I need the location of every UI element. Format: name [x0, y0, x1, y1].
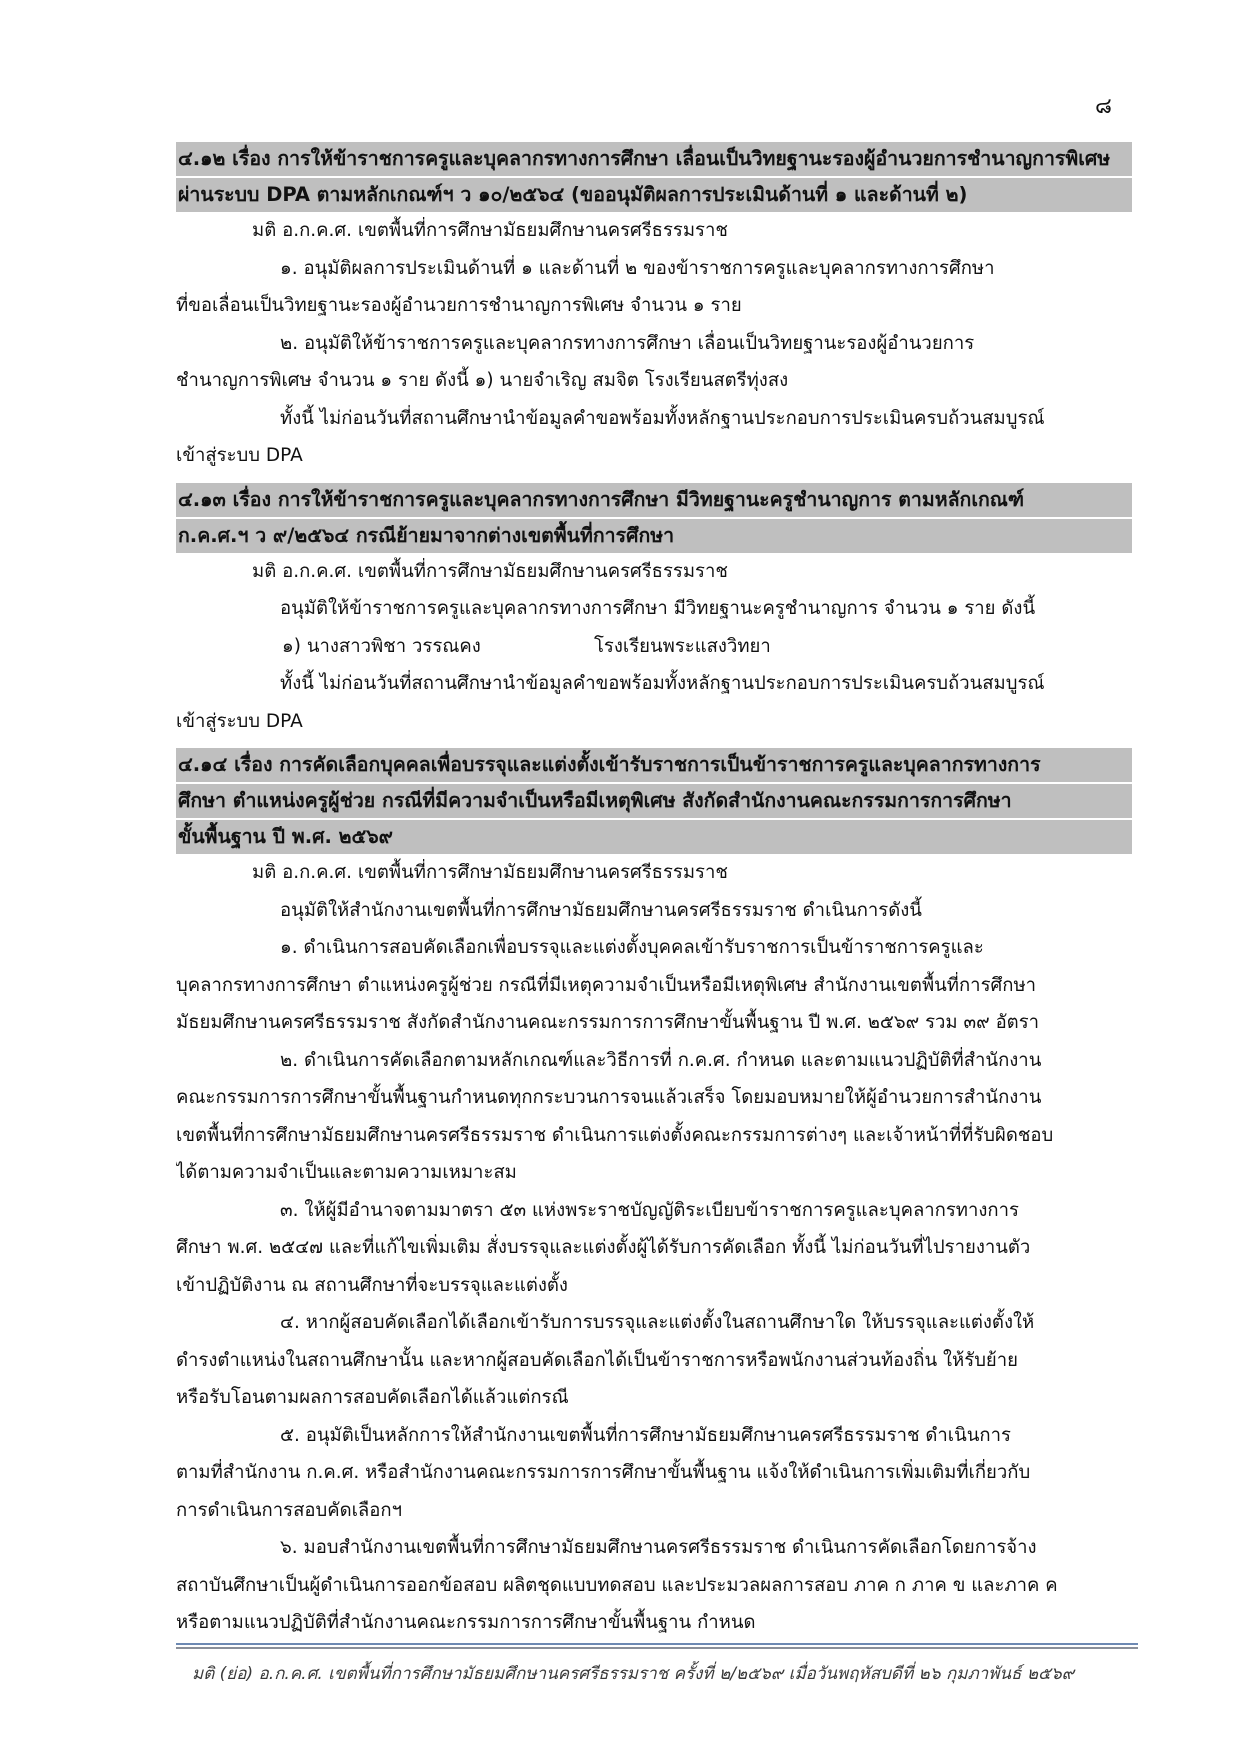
page-number: ๘ [1095, 94, 1112, 119]
section-title-line: ผ่านระบบ DPA ตามหลักเกณฑ์ฯ ว ๑๐/๒๕๖๔ (ขออนุมัติผลการประเมินด้านที่ ๑ และด้านที่ ๒) [178, 183, 968, 206]
section-title-line: ๔.๑๓ เรื่อง การให้ข้าราชการครูและบุคลากรทางการศึกษา มีวิทยฐานะครูชำนาญการ ตามหลักเกณฑ์ [176, 483, 1132, 519]
resolution-line: เข้าปฏิบัติงาน ณ สถานศึกษาที่จะบรรจุและแต่งตั้ง [176, 1274, 568, 1296]
resolution-line: ที่ขอเลื่อนเป็นวิทยฐานะรองผู้อำนวยการชำนาญการพิเศษ จำนวน ๑ ราย [176, 295, 742, 316]
section-title-4-12 [176, 142, 1132, 212]
resolution-heading: มติ อ.ก.ค.ศ. เขตพื้นที่การศึกษามัธยมศึกษานครศรีธรรมราช [252, 220, 728, 241]
section-title-line: ๔.๑๒ เรื่อง การให้ข้าราชการครูและบุคลากรทางการศึกษา เลื่อนเป็นวิทยฐานะรองผู้อำนวยการชำนาญการพิเศษ [176, 142, 1132, 178]
resolution-line: มัธยมศึกษานครศรีธรรมราช สังกัดสำนักงานคณะกรรมการการศึกษาขั้นพื้นฐาน ปี พ.ศ. ๒๕๖๙ รวม ๓๙ อัตรา [176, 1012, 1040, 1033]
footer-text: มติ (ย่อ) อ.ก.ค.ศ. เขตพื้นที่การศึกษามัธยมศึกษานครศรีธรรมราช ครั้งที่ ๒/๒๕๖๙ เมื่อวันพฤหัสบดีที่ ๒๖ กุมภาพันธ์ ๒๕๖๙ [192, 1664, 1075, 1684]
resolution-line: ๑. ดำเนินการสอบคัดเลือกเพื่อบรรจุและแต่งตั้งบุคคลเข้ารับราชการเป็นข้าราชการครูและ [280, 937, 984, 958]
resolution-line: ตามที่สำนักงาน ก.ค.ศ. หรือสำนักงานคณะกรรมการการศึกษาขั้นพื้นฐาน แจ้งให้ดำเนินการเพิ่มเติมที่เกี่ยวกับ [176, 1462, 1031, 1483]
document-body [176, 142, 1132, 1642]
section-title-line: ศึกษา ตำแหน่งครูผู้ช่วย กรณีที่มีความจำเป็นหรือมีเหตุพิเศษ สังกัดสำนักงานคณะกรรมการการศึกษา [176, 784, 1132, 820]
resolution-line: ชำนาญการพิเศษ จำนวน ๑ ราย ดังนี้ ๑) นายจำเริญ สมจิต โรงเรียนสตรีทุ่งสง [176, 370, 789, 391]
section-title-4-14 [176, 748, 1132, 854]
resolution-line: การดำเนินการสอบคัดเลือกฯ [176, 1499, 402, 1521]
resolution-line: หรือรับโอนตามผลการสอบคัดเลือกได้แล้วแต่กรณี [176, 1387, 569, 1408]
person-name: ๑) นางสาวพิชา วรรณคง [282, 635, 481, 657]
approval-line: อนุมัติให้ข้าราชการครูและบุคลากรทางการศึกษา มีวิทยฐานะครูชำนาญการ จำนวน ๑ ราย ดังนี้ [280, 598, 1036, 619]
resolution-line: ๕. อนุมัติเป็นหลักการให้สำนักงานเขตพื้นที่การศึกษามัธยมศึกษานครศรีธรรมราช ดำเนินการ [280, 1424, 1011, 1446]
resolution-line: เขตพื้นที่การศึกษามัธยมศึกษานครศรีธรรมราช ดำเนินการแต่งตั้งคณะกรรมการต่างๆ และเจ้าหน้าที่ที่รับผิดชอบ [176, 1124, 1054, 1146]
resolution-line: หรือตามแนวปฏิบัติที่สำนักงานคณะกรรมการการศึกษาขั้นพื้นฐาน กำหนด [176, 1612, 756, 1633]
resolution-line: ๑. อนุมัติผลการประเมินด้านที่ ๑ และด้านที่ ๒ ของข้าราชการครูและบุคลากรทางการศึกษา [280, 257, 995, 279]
section-title-line: ก.ค.ศ.ฯ ว ๙/๒๕๖๔ กรณีย้ายมาจากต่างเขตพื้นที่การศึกษา [178, 523, 675, 547]
resolution-heading: มติ อ.ก.ค.ศ. เขตพื้นที่การศึกษามัธยมศึกษานครศรีธรรมราช [252, 862, 728, 883]
resolution-line: ได้ตามความจำเป็นและตามความเหมาะสม [176, 1162, 517, 1183]
resolution-line: เข้าสู่ระบบ DPA [176, 445, 303, 466]
person-row [176, 628, 1132, 666]
resolution-line: ๖. มอบสำนักงานเขตพื้นที่การศึกษามัธยมศึกษานครศรีธรรมราช ดำเนินการคัดเลือกโดยการจ้าง [280, 1537, 1037, 1558]
spacer [176, 475, 1132, 483]
approval-line: อนุมัติให้สำนักงานเขตพื้นที่การศึกษามัธยมศึกษานครศรีธรรมราช ดำเนินการดังนี้ [280, 899, 922, 921]
resolution-line: ๒. ดำเนินการคัดเลือกตามหลักเกณฑ์และวิธีการที่ ก.ค.ศ. กำหนด และตามแนวปฏิบัติที่สำนักงาน [280, 1049, 1042, 1071]
resolution-line: ๓. ให้ผู้มีอำนาจตามมาตรา ๕๓ แห่งพระราชบัญญัติระเบียบข้าราชการครูและบุคลากรทางการ [280, 1199, 1019, 1221]
footer-divider [176, 1643, 1138, 1649]
resolution-line: ทั้งนี้ ไม่ก่อนวันที่สถานศึกษานำข้อมูลคำขอพร้อมทั้งหลักฐานประกอบการประเมินครบถ้วนสมบูรณ์ [280, 407, 1045, 429]
section-title-4-13 [176, 483, 1132, 553]
resolution-line: ๒. อนุมัติให้ข้าราชการครูและบุคลากรทางการศึกษา เลื่อนเป็นวิทยฐานะรองผู้อำนวยการ [280, 332, 975, 354]
section-title-line: ๔.๑๔ เรื่อง การคัดเลือกบุคคลเพื่อบรรจุและแต่งตั้งเข้ารับราชการเป็นข้าราชการครูและบุคลากรทางการ [176, 748, 1132, 784]
spacer [176, 740, 1132, 748]
resolution-line: ศึกษา พ.ศ. ๒๕๔๗ และที่แก้ไขเพิ่มเติม สั่งบรรจุและแต่งตั้งผู้ได้รับการคัดเลือก ทั้งนี้ ไม่ก่อนวันที่ไปรายงานตัว [176, 1237, 1031, 1258]
person-school: โรงเรียนพระแสงวิทยา [594, 635, 771, 657]
resolution-line: คณะกรรมการการศึกษาขั้นพื้นฐานกำหนดทุกกระบวนการจนแล้วเสร็จ โดยมอบหมายให้ผู้อำนวยการสำนักงาน [176, 1087, 1042, 1108]
resolution-line: ๔. หากผู้สอบคัดเลือกได้เลือกเข้ารับการบรรจุและแต่งตั้งในสถานศึกษาใด ให้บรรจุและแต่งตั้งให้ [280, 1312, 1035, 1333]
resolution-line: ดำรงตำแหน่งในสถานศึกษานั้น และหากผู้สอบคัดเลือกได้เป็นข้าราชการหรือพนักงานส่วนท้องถิ่น ให้รับย้าย [176, 1349, 1019, 1371]
resolution-line: บุคลากรทางการศึกษา ตำแหน่งครูผู้ช่วย กรณีที่มีเหตุความจำเป็นหรือมีเหตุพิเศษ สำนักงานเขตพื้นที่การศึกษา [176, 974, 1037, 996]
resolution-line: สถาบันศึกษาเป็นผู้ดำเนินการออกข้อสอบ ผลิตชุดแบบทดสอบ และประมวลผลการสอบ ภาค ก ภาค ข และภาค ค [176, 1574, 1058, 1596]
section-title-line: ขั้นพื้นฐาน ปี พ.ศ. ๒๕๖๙ [178, 825, 393, 848]
resolution-line: เข้าสู่ระบบ DPA [176, 710, 303, 732]
resolution-heading: มติ อ.ก.ค.ศ. เขตพื้นที่การศึกษามัธยมศึกษานครศรีธรรมราช [252, 560, 728, 582]
resolution-line: ทั้งนี้ ไม่ก่อนวันที่สถานศึกษานำข้อมูลคำขอพร้อมทั้งหลักฐานประกอบการประเมินครบถ้วนสมบูรณ์ [280, 673, 1045, 694]
